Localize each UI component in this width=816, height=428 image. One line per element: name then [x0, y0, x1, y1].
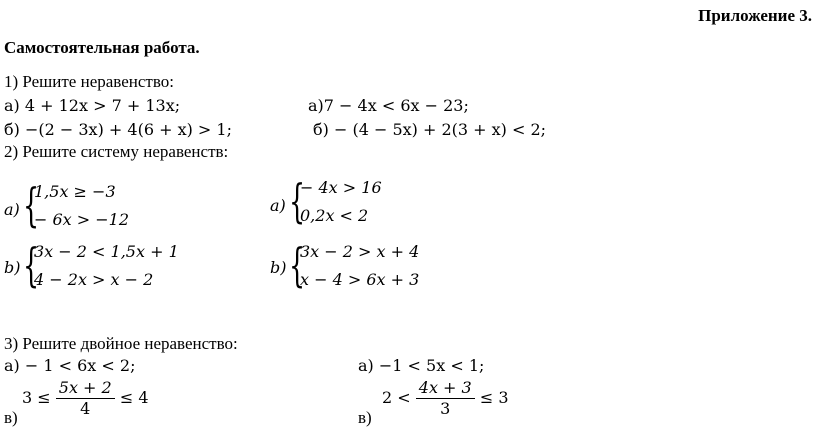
system-line-1: − 4x > 16	[300, 178, 382, 197]
fraction	[56, 378, 115, 419]
upper-bound: ≤ 4	[119, 388, 149, 407]
task1-a-left: а) 4 + 12x > 7 + 13x;	[4, 96, 181, 115]
system-right-b	[270, 240, 530, 296]
task1-heading: 1) Решите неравенство:	[4, 72, 174, 91]
system-right-a	[270, 176, 530, 232]
brace-icon: {	[23, 238, 40, 292]
system-line-1: 1,5x ≥ −3	[34, 182, 116, 201]
brace-icon: {	[23, 178, 40, 232]
task3-v-left-label: в)	[4, 408, 18, 427]
system-line-1: 3x − 2 > x + 4	[300, 242, 420, 261]
system-line-2: 4 − 2x > x − 2	[34, 270, 154, 289]
task3-a-left: а) − 1 < 6x < 2;	[4, 356, 136, 375]
system-line-1: 3x − 2 < 1,5x + 1	[34, 242, 179, 261]
task1-b-right: б) − (4 − 5x) + 2(3 + x) < 2;	[313, 120, 547, 139]
brace-icon: {	[289, 174, 306, 228]
fraction	[416, 378, 475, 419]
page-title: Самостоятельная работа.	[4, 38, 200, 57]
system-label: b)	[4, 258, 21, 277]
double-inequality-left	[22, 378, 149, 419]
lower-bound: 3 ≤	[22, 388, 51, 407]
system-line-2: − 6x > −12	[34, 210, 130, 229]
system-line-2: 0,2x < 2	[300, 206, 369, 225]
appendix-label: Приложение 3.	[698, 6, 812, 25]
system-label: a)	[4, 200, 20, 219]
fraction-denominator: 3	[440, 399, 451, 418]
task1-a-right: а)7 − 4x < 6x − 23;	[308, 96, 469, 115]
system-left-b	[4, 240, 264, 296]
system-line-2: x − 4 > 6x + 3	[300, 270, 420, 289]
task1-b-left: б) −(2 − 3x) + 4(6 + x) > 1;	[4, 120, 232, 139]
fraction-denominator: 4	[80, 399, 91, 418]
fraction-numerator: 5x + 2	[56, 378, 115, 399]
double-inequality-right	[382, 378, 509, 419]
upper-bound: ≤ 3	[479, 388, 509, 407]
system-label: a)	[270, 196, 286, 215]
task3-a-right: а) −1 < 5x < 1;	[358, 356, 485, 375]
task3-v-right-label: в)	[358, 408, 372, 427]
task3-heading: 3) Решите двойное неравенство:	[4, 334, 238, 353]
lower-bound: 2 <	[382, 388, 411, 407]
brace-icon: {	[289, 238, 306, 292]
fraction-numerator: 4x + 3	[416, 378, 475, 399]
system-left-a	[4, 180, 264, 236]
task2-heading: 2) Решите систему неравенств:	[4, 142, 229, 161]
system-label: b)	[270, 258, 287, 277]
